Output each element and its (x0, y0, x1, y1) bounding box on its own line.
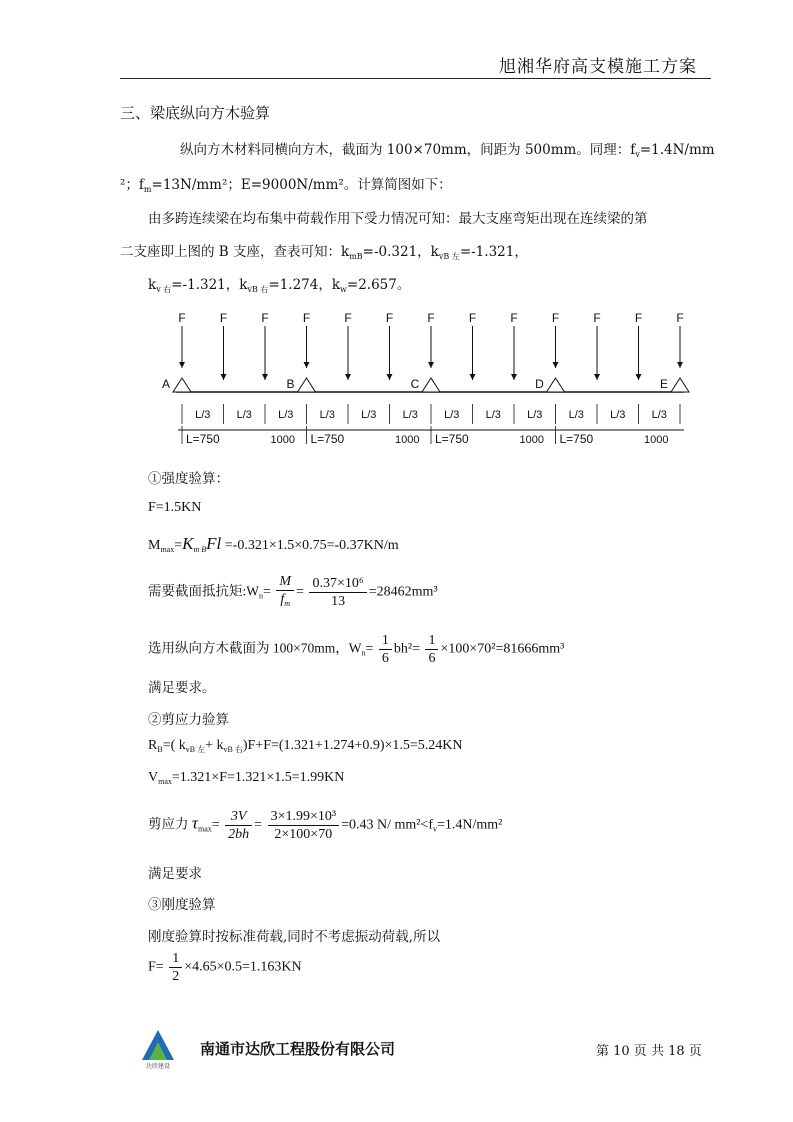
sel-result: ×100×70²=81666mm³ (440, 641, 565, 657)
support-label: C (410, 377, 420, 391)
support-label: B (286, 377, 295, 391)
third-label: L/3 (568, 409, 584, 421)
third-label: L/3 (278, 409, 294, 421)
strength-mmax (148, 534, 399, 554)
logo-text: 达欣建设 (145, 1064, 171, 1070)
load-label: F (427, 311, 435, 325)
diagram-group (162, 311, 689, 446)
sel-frac-2 (425, 632, 438, 667)
company-logo (138, 1028, 178, 1074)
rb-c: + k (205, 738, 224, 753)
mmax-fl: Fl (206, 534, 222, 553)
tau-symbol: τ (191, 813, 198, 833)
load-arrowhead (677, 362, 683, 368)
support-triangle (298, 378, 316, 392)
intro-text: 纵向方木材料同横向方木，截面为 100×70mm，间距为 500mm。同理：f (180, 142, 636, 158)
section-title: 三、梁底纵向方木验算 (120, 104, 271, 122)
third-label: L/3 (319, 409, 335, 421)
load-label: F (634, 311, 643, 325)
sel-sub: n (361, 648, 366, 658)
load-arrowhead (553, 362, 559, 368)
tau-label: 剪应力 (148, 816, 192, 832)
rb-sub: B (157, 745, 163, 754)
load-arrowhead (594, 374, 600, 380)
para2-l3-sub3: w (340, 285, 347, 294)
stiffness-f (148, 950, 302, 985)
load-arrowhead (345, 374, 351, 380)
span-label: L=750 (559, 432, 594, 446)
third-label: L/3 (651, 409, 667, 421)
sel-num: 1 (379, 632, 392, 650)
sel-den2: 6 (428, 651, 436, 666)
tau-num2: 3×1.99×10³ (268, 808, 340, 826)
span-label: L=750 (435, 432, 469, 446)
mmax-k: K (182, 534, 194, 553)
load-label: F (219, 311, 228, 325)
para2-line-3 (148, 273, 410, 295)
support-triangle (671, 378, 689, 392)
stf-frac (169, 950, 182, 985)
load-label: F (510, 311, 518, 325)
span-dim: 1000 (644, 434, 669, 446)
strength-ok: 满足要求。 (148, 680, 216, 696)
tau-result: =0.43 N/ mm²<f (341, 817, 433, 833)
third-label: L/3 (402, 409, 418, 421)
load-label: F (385, 311, 394, 325)
support-label: A (161, 377, 171, 391)
strength-f: F=1.5KN (148, 500, 202, 515)
stf-f: F= (148, 959, 164, 975)
rb-sub3: vB 右 (223, 745, 243, 754)
wn-result: =28462mm³ (368, 584, 438, 600)
header-divider (120, 78, 711, 79)
load-label: F (178, 311, 186, 325)
shear-title: ②剪应力验算 (148, 712, 229, 728)
mmax-ksub: m B (193, 545, 207, 554)
para2-l3-sub2: vB 右 (247, 285, 269, 294)
third-label: L/3 (195, 409, 211, 421)
support-label: D (535, 377, 544, 391)
intro-sub-2: m (143, 185, 152, 194)
rb-r: R (148, 738, 158, 753)
third-label: L/3 (527, 409, 543, 421)
tau-res-sub: v (433, 824, 437, 834)
intro-sub: v (635, 150, 640, 159)
para2-l3-a: k (148, 277, 157, 293)
wn-frac-1 (276, 573, 294, 612)
rb-sub2: vB 左 (185, 745, 206, 754)
para2-l3-b: =-1.321，k (171, 277, 248, 293)
load-arrowhead (262, 374, 268, 380)
tau-sub: max (197, 824, 212, 834)
tau-frac-2 (268, 808, 340, 843)
load-arrowhead (636, 374, 642, 380)
tau-eq2: = (254, 817, 263, 833)
shear-rb (148, 738, 463, 755)
intro-text-2b: =13N/mm²；E=9000N/mm²。计算简图如下： (151, 177, 452, 193)
wn-den-f: f (280, 592, 285, 607)
logo-icon (138, 1028, 178, 1070)
sel-eq: = (365, 641, 374, 657)
tau-frac-1 (225, 808, 252, 843)
wn-den2: 13 (331, 594, 346, 609)
tau-den: 2bh (228, 827, 250, 842)
third-label: L/3 (610, 409, 626, 421)
load-arrowhead (511, 374, 517, 380)
v-sub: max (158, 777, 172, 786)
sel-num2: 1 (425, 632, 438, 650)
sel-label: 选用纵向方木截面为 100×70mm，W (148, 640, 362, 656)
load-label: F (302, 311, 311, 325)
third-label: L/3 (361, 409, 377, 421)
para2-line-1: 由多跨连续梁在均布集中荷载作用下受力情况可知：最大支座弯矩出现在连续梁的第 (148, 211, 648, 227)
load-arrowhead (428, 362, 434, 368)
wn-num2: 0.37×10⁶ (309, 575, 366, 593)
sel-bh: bh²= (393, 641, 420, 657)
wn-den-sub: m (284, 599, 291, 608)
span-dim: 1000 (519, 434, 544, 446)
stiffness-desc: 刚度验算时按标准荷载,同时不考虑振动荷载,所以 (148, 929, 441, 945)
load-arrowhead (304, 362, 310, 368)
mmax-value: =-0.321×1.5×0.75=-0.37KN/m (221, 538, 399, 553)
load-label: F (261, 311, 269, 325)
support-label: E (659, 377, 669, 391)
para2-text-c: =-1.321， (459, 244, 528, 260)
third-label: L/3 (236, 409, 252, 421)
load-label: F (551, 311, 560, 325)
mmax-eq: = (174, 538, 183, 553)
strength-selection (148, 632, 564, 667)
third-label: L/3 (444, 409, 460, 421)
wn-label: 需要截面抵抗矩:W (148, 583, 259, 599)
shear-ok: 满足要求 (148, 866, 202, 882)
footer-company: 南通市达欣工程股份有限公司 (200, 1040, 396, 1058)
support-triangle (547, 378, 565, 392)
wn-sub: n (259, 591, 263, 601)
load-arrowhead (470, 374, 476, 380)
header-title: 旭湘华府高支模施工方案 (499, 57, 697, 77)
para2-line-2 (120, 240, 528, 262)
wn-frac-2 (309, 575, 366, 610)
span-label: L=750 (310, 432, 345, 446)
stf-num: 1 (169, 950, 182, 968)
mmax-sub: max (160, 545, 175, 554)
load-arrowhead (179, 362, 185, 368)
shear-vmax (148, 770, 344, 786)
support-triangle (173, 378, 191, 392)
load-arrowhead (221, 374, 227, 380)
tau-den2: 2×100×70 (274, 827, 333, 842)
span-dim: 1000 (395, 434, 420, 446)
tau-result-2: =1.4N/mm² (437, 817, 503, 833)
span-label: L=750 (186, 432, 220, 446)
para2-sub-1: mB (349, 252, 363, 261)
third-label: L/3 (485, 409, 501, 421)
mmax-m: M (148, 538, 161, 553)
v-b: =1.321×F=1.321×1.5=1.99KN (171, 770, 345, 785)
intro-line-1 (180, 138, 715, 159)
load-label: F (344, 311, 352, 325)
tau-eq: = (211, 817, 220, 833)
tau-num: 3V (225, 808, 252, 826)
load-arrowhead (387, 374, 393, 380)
wn-den (276, 591, 294, 612)
sel-den: 6 (381, 651, 389, 666)
beam-diagram (150, 300, 690, 460)
para2-sub-2: vB 左 (438, 252, 460, 261)
stf-result: ×4.65×0.5=1.163KN (184, 959, 302, 975)
v-v: V (148, 770, 159, 785)
intro-text-2a: ²；f (120, 177, 144, 193)
load-label: F (676, 311, 684, 325)
strength-title: ①强度验算： (148, 471, 229, 487)
intro-tail: =1.4N/mm (639, 142, 715, 158)
stf-den: 2 (172, 969, 180, 984)
para2-l3-c: =1.274，k (268, 277, 341, 293)
wn-eq: = (263, 584, 271, 600)
strength-wn (148, 573, 438, 612)
sel-frac-1 (379, 632, 392, 667)
para2-l3-sub1: v 右 (156, 285, 172, 294)
rb-b: =( k (162, 738, 186, 753)
wn-eq2: = (296, 584, 304, 600)
support-triangle (422, 378, 440, 392)
para2-l3-d: =2.657。 (346, 277, 411, 293)
load-label: F (593, 311, 601, 325)
para2-text-b: =-0.321，k (362, 244, 439, 260)
shear-tau (148, 808, 502, 843)
load-label: F (468, 311, 477, 325)
stiffness-title: ③刚度验算 (148, 897, 216, 913)
span-dim: 1000 (270, 434, 295, 446)
wn-num: M (276, 573, 294, 591)
rb-d: )F+F=(1.321+1.274+0.9)×1.5=5.24KN (242, 738, 463, 753)
page-number: 第 10 页 共 18 页 (596, 1044, 702, 1059)
para2-text-a: 二支座即上图的 B 支座，查表可知：k (120, 244, 350, 260)
intro-line-2 (120, 173, 452, 194)
